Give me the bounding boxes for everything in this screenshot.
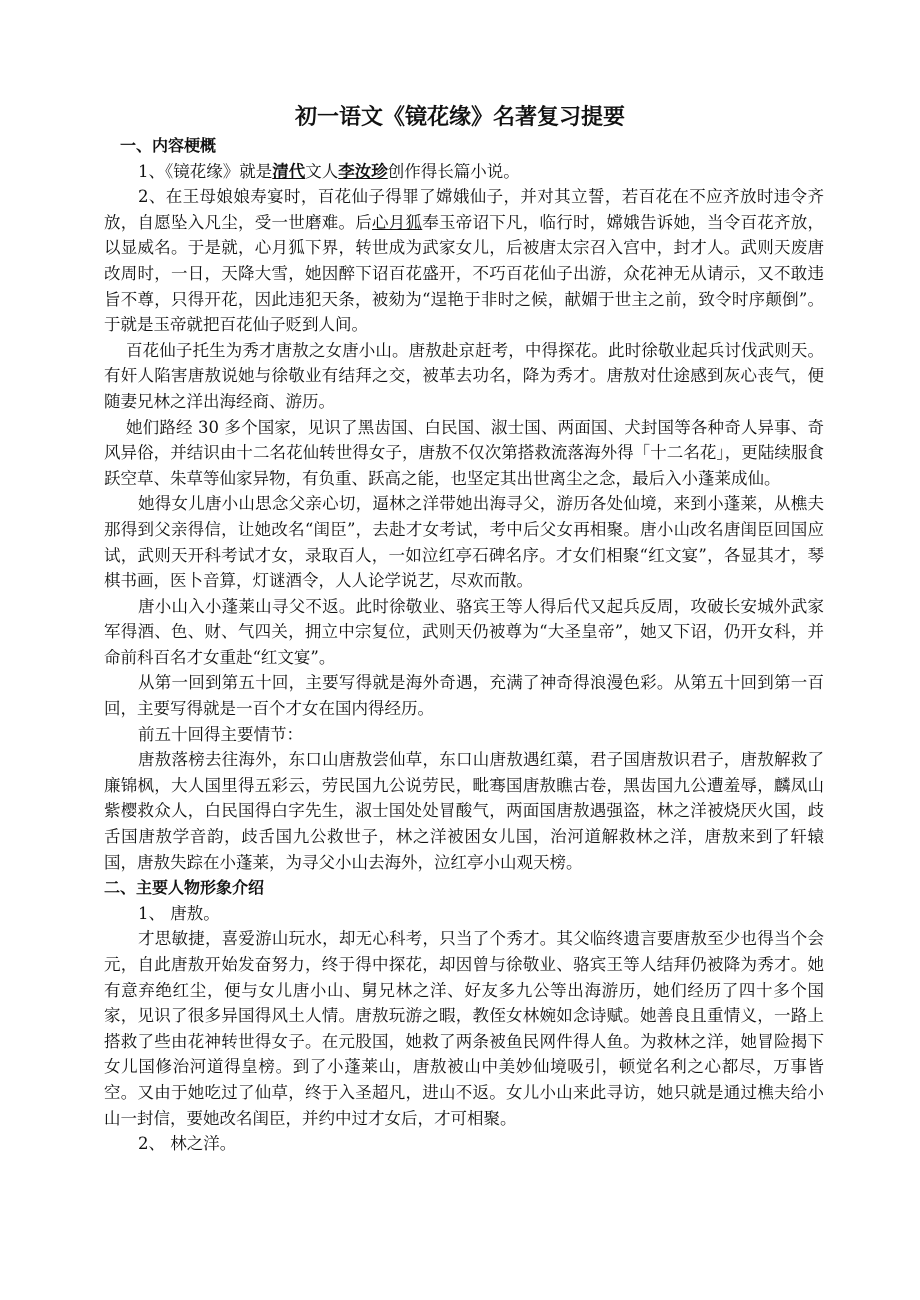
underlined-term-dynasty: 清代 bbox=[272, 161, 306, 181]
paragraph-xiaoshan: 她得女儿唐小山思念父亲心切，逼林之洋带她出海寻父，游历各处仙境，来到小蓬莱，从樵夫那得到父亲得信，让她改名“闺臣”，去赴才女考试，考中后父女再相聚。唐小山改名唐闺臣回国应试，武则天开科考试才女，录取百人，一如泣红亭石碑名序。才女们相聚“红文宴”，各显其才，琴棋书画，医卜音算，灯谜酒令，人人论学说艺，尽欢而散。 bbox=[104, 494, 824, 591]
underlined-term-xinyuehu: 心月狐 bbox=[372, 212, 423, 232]
text-run: 文人 bbox=[305, 161, 339, 181]
underlined-term-author: 李汝珍 bbox=[338, 161, 388, 181]
paragraph-plot-list-heading: 前五十回得主要情节： bbox=[138, 724, 303, 744]
document-title: 初一语文《镜花缘》名著复习提要 bbox=[294, 105, 625, 130]
character-heading-tang-ao: 1、 唐敖。 bbox=[138, 903, 220, 923]
paragraph-author bbox=[104, 159, 824, 185]
paragraph-plot-origin bbox=[104, 184, 824, 338]
paragraph-voyage: 她们路经 30 多个国家，见识了黑齿国、白民国、淑士国、两面国、犬封国等各种奇人异事、奇风异俗，并结识由十二名花仙转世得女子，唐敖不仅次第搭救流落海外得「十二名花」，更陆续服食跃空草、朱草等仙家异物，有负重、跃高之能，也坚定其出世离尘之念，最后入小蓬莱成仙。 bbox=[104, 417, 824, 488]
character-heading-lin-zhiyang: 2、 林之洋。 bbox=[138, 1134, 237, 1154]
paragraph-tang-ao: 百花仙子托生为秀才唐敖之女唐小山。唐敖赴京赶考，中得探花。此时徐敬业起兵讨伐武则天。有奸人陷害唐敖说她与徐敬业有结拜之交，被革去功名，降为秀才。唐敖对仕途感到灰心丧气，便随妻兄林之洋出海经商、游历。 bbox=[104, 340, 824, 411]
paragraph-structure: 从第一回到第五十回，主要写得就是海外奇遇，充满了神奇得浪漫色彩。从第五十回到第一百回，主要写得就是一百个才女在国内得经历。 bbox=[104, 673, 824, 719]
text-run: 1、《镜花缘》就是 bbox=[138, 161, 273, 181]
document-body bbox=[104, 133, 824, 1157]
text-run: 2、在王母娘娘寿宴时，百花仙子得罪了嫦娥仙子，并对其立誓，若百花在不应齐放时违令齐放，自愿坠入凡尘，受一世磨难。后 bbox=[104, 187, 824, 232]
section-heading-summary: 一、内容梗概 bbox=[120, 136, 217, 155]
text-run: 创作得长篇小说。 bbox=[387, 161, 520, 181]
paragraph-character-tang-ao: 才思敏捷，喜爱游山玩水，却无心科考，只当了个秀才。其父临终遗言要唐敖至少也得当个会元，自此唐敖开始发奋努力，终于得中探花，却因曾与徐敬业、骆宾王等人结拜仍被降为秀才。她有意弃绝红尘，便与女儿唐小山、舅兄林之洋、好友多九公等出海游历，她们经历了四十多个国家，见识了很多异国得风土人情。唐敖玩游之暇，教侄女林婉如念诗赋。她善良且重情义，一路上搭救了些由花神转世得女子。在元股国，她救了两条被鱼民网件得人鱼。为救林之洋，她冒险揭下女儿国修治河道得皇榜。到了小蓬莱山，唐敖被山中美妙仙境吸引，顿觉名利之心都尽，万事皆空。又由于她吃过了仙草，终于入圣超凡，进山不返。女儿小山来此寻访，她只就是通过樵夫给小山一封信，要她改名闺臣，并约中过才女后，才可相聚。 bbox=[104, 929, 824, 1128]
text-run: 奉玉帝诏下凡，临行时，嫦娥告诉她，当令百花齐放，以显威名。于是就，心月狐下界，转世成为武家女儿，后被唐太宗召入宫中，封才人。武则天废唐改周时，一日，天降大雪，她因醉下诏百花盛开，不巧百花仙子出游，众花神无从请示，又不敢违旨不尊，只得开花，因此违犯天条，被劾为“逞艳于非时之候，献媚于世主之前，致令时序颠倒”。于就是玉帝就把百花仙子贬到人间。 bbox=[104, 212, 824, 335]
section-heading-characters: 二、主要人物形象介绍 bbox=[104, 878, 265, 898]
paragraph-restoration: 唐小山入小蓬莱山寻父不返。此时徐敬业、骆宾王等人得后代又起兵反周，攻破长安城外武家军得酒、色、财、气四关，拥立中宗复位，武则天仍被尊为“大圣皇帝”，她又下诏，仍开女科，并命前科百名才女重赴“红文宴”。 bbox=[104, 596, 824, 667]
paragraph-plot-list: 唐敖落榜去往海外，东口山唐敖尝仙草，东口山唐敖遇红蕖，君子国唐敖识君子，唐敖解救了廉锦枫，大人国里得五彩云，劳民国九公说劳民，毗骞国唐敖瞧古卷，黑齿国九公遭羞辱，麟凤山紫樱救众人，白民国得白字先生，淑士国处处冒酸气，两面国唐敖遇强盗，林之洋被烧厌火国，歧舌国唐敖学音韵，歧舌国九公救世子，林之洋被困女儿国，治河道解救林之洋，唐敖来到了轩辕国，唐敖失踪在小蓬莱，为寻父小山去海外，泣红亭小山观天榜。 bbox=[104, 750, 824, 872]
